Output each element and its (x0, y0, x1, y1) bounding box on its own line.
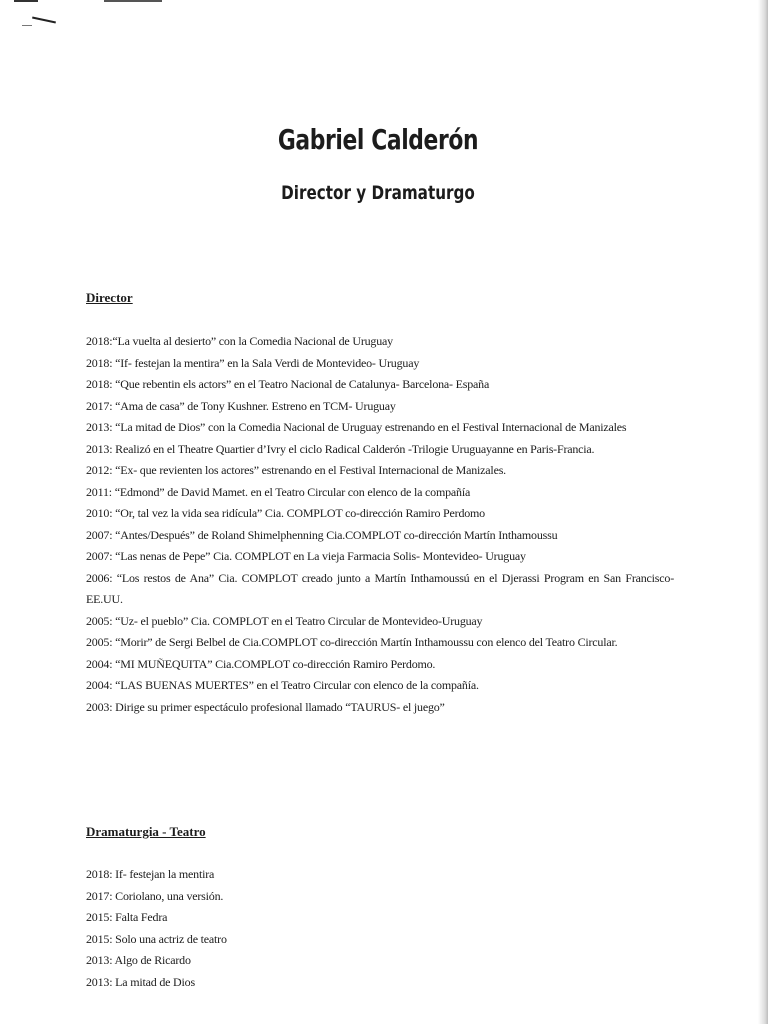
dramaturgia-list (86, 864, 674, 993)
section-heading-director: Director (86, 290, 133, 305)
list-item: 2015: Falta Fedra (86, 910, 168, 924)
page-title: Gabriel Calderón (277, 123, 479, 156)
list-item: 2013: “La mitad de Dios” con la Comedia Nacional de Uruguay estrenando en el Festival Internacional de Manizales (86, 420, 627, 434)
list-item: 2011: “Edmond” de David Mamet. en el Teatro Circular con elenco de la compañía (86, 484, 471, 499)
list-item: 2006: “Los restos de Ana” Cia. COMPLOT creado junto a Martín Inthamoussú en el Djerassi Program en San Francisco- EE.UU. (86, 570, 674, 606)
page-edge-shadow (758, 0, 768, 1024)
list-item: 2018: “If- festejan la mentira” en la Sala Verdi de Montevideo- Uruguay (86, 355, 420, 370)
list-item: 2012: “Ex- que revienten los actores” estrenando en el Festival Internacional de Manizales. (86, 463, 506, 477)
list-item: 2013: Realizó en el Theatre Quartier d’Ivry el ciclo Radical Calderón -Trilogie Uruguayanne en Paris-Francia. (86, 441, 595, 456)
list-item: 2017: Coriolano, una versión. (86, 888, 224, 903)
scan-mark (14, 0, 38, 2)
list-item: 2018: “Que rebentin els actors” en el Teatro Nacional de Catalunya- Barcelona- España (86, 377, 490, 391)
scan-mark (104, 0, 162, 2)
list-item: 2005: “Uz- el pueblo” Cia. COMPLOT en el Teatro Circular de Montevideo-Uruguay (86, 613, 483, 628)
director-list (86, 331, 674, 718)
list-item: 2013: Algo de Ricardo (86, 953, 191, 967)
list-item: 2018:“La vuelta al desierto” con la Comedia Nacional de Uruguay (86, 334, 393, 348)
list-item: 2003: Dirige su primer espectáculo profesional llamado “TAURUS- el juego” (86, 699, 445, 714)
list-item: 2015: Solo una actriz de teatro (86, 931, 227, 946)
list-item: 2007: “Antes/Después” de Roland Shimelphenning Cia.COMPLOT co-dirección Martín Inthamoussu (86, 527, 558, 542)
scan-mark (22, 25, 32, 26)
list-item: 2013: La mitad de Dios (86, 974, 195, 989)
list-item: 2004: “MI MUÑEQUITA” Cia.COMPLOT co-dirección Ramiro Perdomo. (86, 656, 436, 671)
scan-mark (32, 17, 56, 24)
list-item: 2004: “LAS BUENAS MUERTES” en el Teatro Circular con elenco de la compañía. (86, 678, 479, 692)
list-item: 2017: “Ama de casa” de Tony Kushner. Estreno en TCM- Uruguay (86, 398, 396, 413)
section-heading-dramaturgia: Dramaturgia - Teatro (86, 824, 206, 839)
list-item: 2018: If- festejan la mentira (86, 867, 215, 881)
list-item: 2007: “Las nenas de Pepe” Cia. COMPLOT en La vieja Farmacia Solis- Montevideo- Uruguay (86, 549, 526, 563)
list-item: 2010: “Or, tal vez la vida sea ridícula” Cia. COMPLOT co-dirección Ramiro Perdomo (86, 506, 485, 520)
page-subtitle: Director y Dramaturgo (281, 182, 475, 204)
list-item: 2005: “Morir” de Sergi Belbel de Cia.COMPLOT co-dirección Martín Inthamoussu con elenco del Teatro Circular. (86, 635, 618, 649)
